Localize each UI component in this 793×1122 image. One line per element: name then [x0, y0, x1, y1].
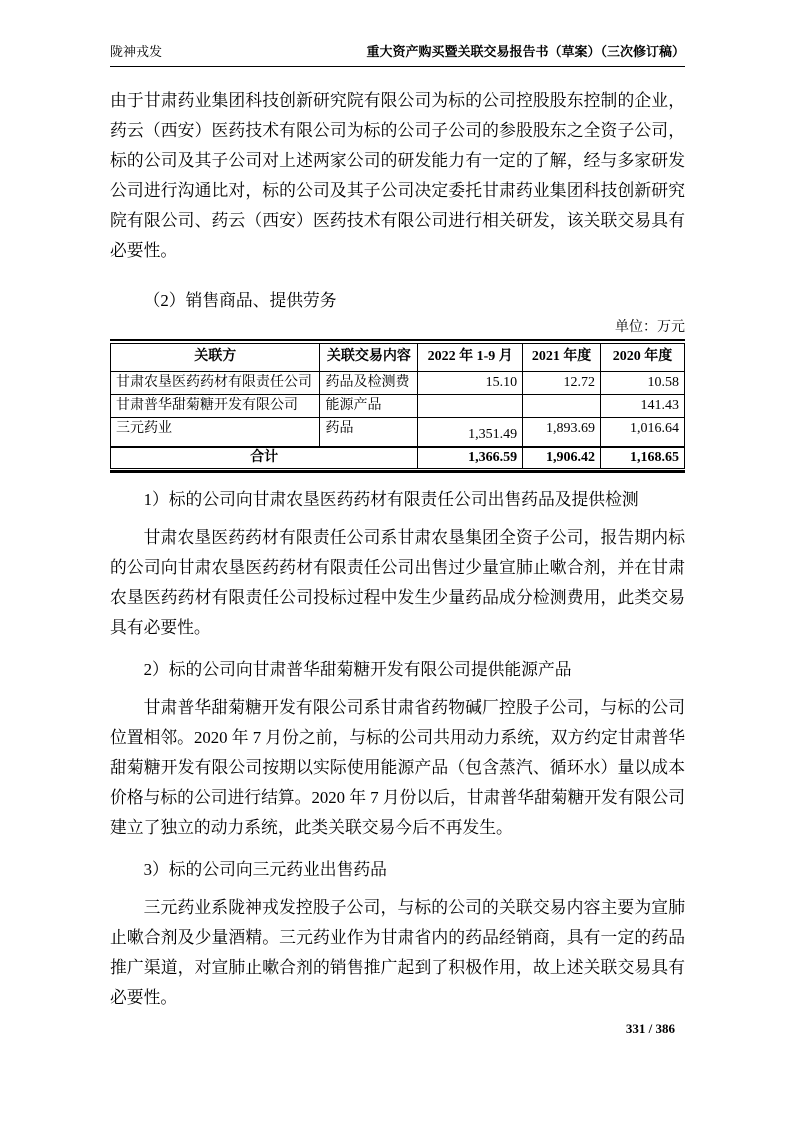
- related-party-table: [110, 343, 685, 469]
- cell-2021-value: [523, 394, 601, 417]
- table-top-rule: [110, 339, 685, 341]
- table-row: [111, 417, 685, 447]
- unit-label: 单位：万元: [615, 320, 685, 335]
- item2-paragraph: 甘肃普华甜菊糖开发有限公司系甘肃省药物碱厂控股子公司，与标的公司位置相邻。2020 年 7 月份之前，与标的公司共用动力系统，双方约定甘肃普华甜菊糖开发有限公司按期以实际使用能源产品（包含蒸汽、循环水）量以成本价格与标的公司进行结算。2020 年 7 月份以后，甘肃普华甜菊糖开发有限公司建立了独立的动力系统，此类关联交易今后不再发生。: [110, 697, 685, 837]
- cell-content: 药品及检测费: [320, 371, 418, 394]
- table-header-row: [111, 343, 685, 371]
- table-row: [111, 394, 685, 417]
- cell-2022-value: [418, 394, 523, 417]
- table-bottom-rule: [110, 470, 685, 473]
- cell-party: 甘肃农垦医药药材有限责任公司: [111, 371, 320, 394]
- item1-heading: 1）标的公司向甘肃农垦医药药材有限责任公司出售药品及提供检测: [143, 489, 639, 509]
- cell-2020-value: 10.58: [601, 371, 685, 394]
- total-label: 合计: [111, 447, 418, 469]
- cell-2021-value: 1,893.69: [523, 417, 601, 447]
- col-header-2020: 2020 年度: [601, 343, 685, 371]
- document-body: [110, 86, 685, 1013]
- col-header-2021: 2021 年度: [523, 343, 601, 371]
- paragraph-continuation: 由于甘肃药业集团科技创新研究院有限公司为标的公司控股股东控制的企业，药云（西安）医药技术有限公司为标的公司子公司的参股股东之全资子公司，标的公司及其子公司对上述两家公司的研发能力有一定的了解，经与多家研发公司进行沟通比对，标的公司及其子公司决定委托甘肃药业集团科技创新研究院有限公司、药云（西安）医药技术有限公司进行相关研发，该关联交易具有必要性。: [110, 91, 685, 260]
- header-company-name: 陇神戎发: [110, 44, 163, 59]
- cell-2022-value: 15.10: [418, 371, 523, 394]
- page-number: 331 / 386: [625, 1021, 675, 1036]
- cell-2020-value: 1,016.64: [601, 417, 685, 447]
- section-heading-sales: （2）销售商品、提供劳务: [143, 291, 337, 310]
- item3-paragraph: 三元药业系陇神戎发控股子公司，与标的公司的关联交易内容主要为宣肺止嗽合剂及少量酒精。三元药业作为甘肃省内的药品经销商，具有一定的药品推广渠道，对宣肺止嗽合剂的销售推广起到了积极作用，故上述关联交易具有必要性。: [110, 897, 685, 1007]
- table-row: [111, 371, 685, 394]
- total-2020-value: 1,168.65: [601, 447, 685, 469]
- cell-party: 三元药业: [111, 417, 320, 447]
- cell-party: 甘肃普华甜菊糖开发有限公司: [111, 394, 320, 417]
- col-header-related-party: 关联方: [111, 343, 320, 371]
- item2-heading: 2）标的公司向甘肃普华甜菊糖开发有限公司提供能源产品: [143, 659, 572, 679]
- col-header-transaction-content: 关联交易内容: [320, 343, 418, 371]
- cell-2021-value: 12.72: [523, 371, 601, 394]
- cell-content: 药品: [320, 417, 418, 447]
- cell-2020-value: 141.43: [601, 394, 685, 417]
- item3-heading: 3）标的公司向三元药业出售药品: [143, 859, 387, 879]
- col-header-2022: 2022 年 1-9 月: [418, 343, 523, 371]
- cell-2022-value: 1,351.49: [418, 417, 523, 447]
- total-2022-value: 1,366.59: [418, 447, 523, 469]
- total-2021-value: 1,906.42: [523, 447, 601, 469]
- cell-content: 能源产品: [320, 394, 418, 417]
- item1-paragraph: 甘肃农垦医药药材有限责任公司系甘肃农垦集团全资子公司，报告期内标的公司向甘肃农垦医药药材有限责任公司出售过少量宣肺止嗽合剂，并在甘肃农垦医药药材有限责任公司投标过程中发生少量药品成分检测费用，此类交易具有必要性。: [110, 527, 685, 637]
- header-report-title: 重大资产购买暨关联交易报告书（草案）（三次修订稿）: [366, 44, 685, 59]
- page-header: [110, 44, 685, 67]
- related-party-table-block: [110, 339, 685, 473]
- table-total-row: [111, 447, 685, 469]
